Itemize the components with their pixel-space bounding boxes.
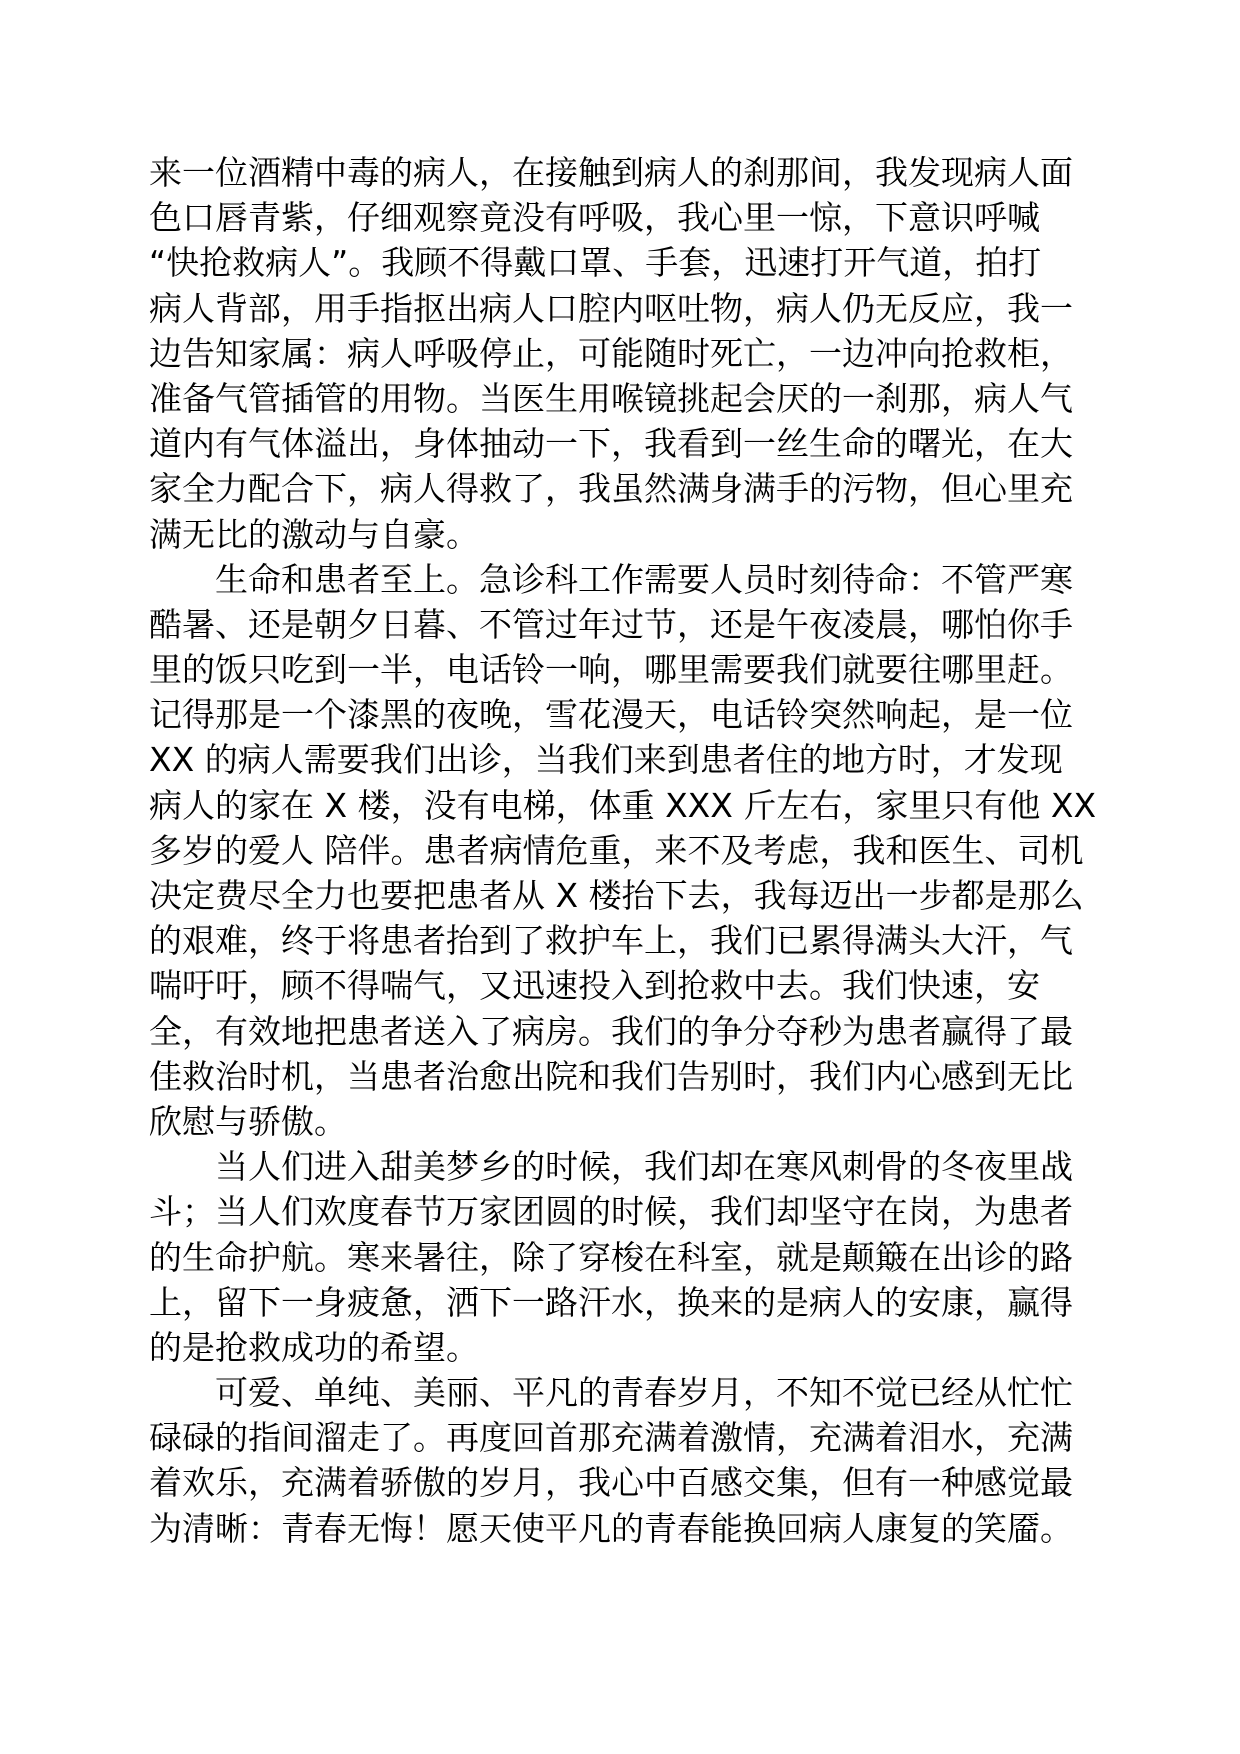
- text-line: 边告知家属：病人呼吸停止，可能随时死亡，一边冲向抢救柜，: [149, 333, 1073, 373]
- text-line: 道内有气体溢出，身体抽动一下，我看到一丝生命的曙光，在大: [149, 424, 1073, 464]
- text-line: 着欢乐，充满着骄傲的岁月，我心中百感交集，但有一种感觉最: [149, 1463, 1073, 1503]
- text-line: 色口唇青紫，仔细观察竟没有呼吸，我心里一惊，下意识呼喊: [149, 198, 1040, 238]
- text-line: 准备气管插管的用物。当医生用喉镜挑起会厌的一刹那，病人气: [149, 378, 1073, 418]
- text-line: 酷暑、还是朝夕日暮、不管过年过节，还是午夜凌晨，哪怕你手: [149, 604, 1073, 644]
- text-line: 决定费尽全力也要把患者从 X 楼抬下去，我每迈出一步都是那么: [149, 876, 1084, 915]
- text-line: 上，留下一身疲惫，洒下一路汗水，换来的是病人的安康，赢得: [149, 1282, 1073, 1322]
- text-line: 里的饭只吃到一半，电话铃一响，哪里需要我们就要往哪里赶。: [149, 650, 1073, 690]
- text-line: 欣慰与骄傲。: [149, 1101, 347, 1141]
- text-line: 病人背部，用手指抠出病人口腔内呕吐物，病人仍无反应，我一: [149, 288, 1073, 328]
- text-line: 碌碌的指间溜走了。再度回首那充满着激情，充满着泪水，充满: [149, 1418, 1073, 1458]
- text-line: 的生命护航。寒来暑往，除了穿梭在科室，就是颠簸在出诊的路: [149, 1237, 1073, 1277]
- text-line: “快抢救病人”。我顾不得戴口罩、手套，迅速打开气道，拍打: [149, 243, 1042, 283]
- text-line: 病人的家在 X 楼，没有电梯，体重 XXX 斤左右，家里只有他 XX: [149, 785, 1097, 825]
- text-line: 全，有效地把患者送入了病房。我们的争分夺秒为患者赢得了最: [149, 1011, 1073, 1051]
- text-line: 来一位酒精中毒的病人，在接触到病人的刹那间，我发现病人面: [149, 153, 1073, 192]
- text-line: 佳救治时机，当患者治愈出院和我们告别时，我们内心感到无比: [149, 1056, 1073, 1096]
- text-line: 喘吁吁，顾不得喘气，又迅速投入到抢救中去。我们快速，安: [149, 966, 1040, 1006]
- text-line: 生命和患者至上。急诊科工作需要人员时刻待命：不管严寒: [215, 559, 1073, 599]
- document-body: [149, 150, 1099, 1551]
- text-line: 多岁的爱人 陪伴。患者病情危重，来不及考虑，我和医生、司机: [149, 830, 1084, 870]
- text-line: 当人们进入甜美梦乡的时候，我们却在寒风刺骨的冬夜里战: [215, 1147, 1073, 1187]
- text-line: 家全力配合下，病人得救了，我虽然满身满手的污物，但心里充: [149, 469, 1073, 509]
- text-line: 的是抢救成功的希望。: [149, 1327, 479, 1367]
- text-line: 斗；当人们欢度春节万家团圆的时候，我们却坚守在岗，为患者: [149, 1192, 1073, 1232]
- text-line: XX 的病人需要我们出诊，当我们来到患者住的地方时，才发现: [149, 740, 1063, 780]
- text-line: 满无比的激动与自豪。: [149, 514, 479, 554]
- text-line: 为清晰：青春无悔！愿天使平凡的青春能换回病人康复的笑靥。: [149, 1508, 1073, 1548]
- text-line: 可爱、单纯、美丽、平凡的青春岁月，不知不觉已经从忙忙: [215, 1373, 1073, 1413]
- text-line: 记得那是一个漆黑的夜晚，雪花漫天，电话铃突然响起，是一位: [149, 695, 1073, 735]
- text-line: 的艰难，终于将患者抬到了救护车上，我们已累得满头大汗，气: [149, 921, 1073, 961]
